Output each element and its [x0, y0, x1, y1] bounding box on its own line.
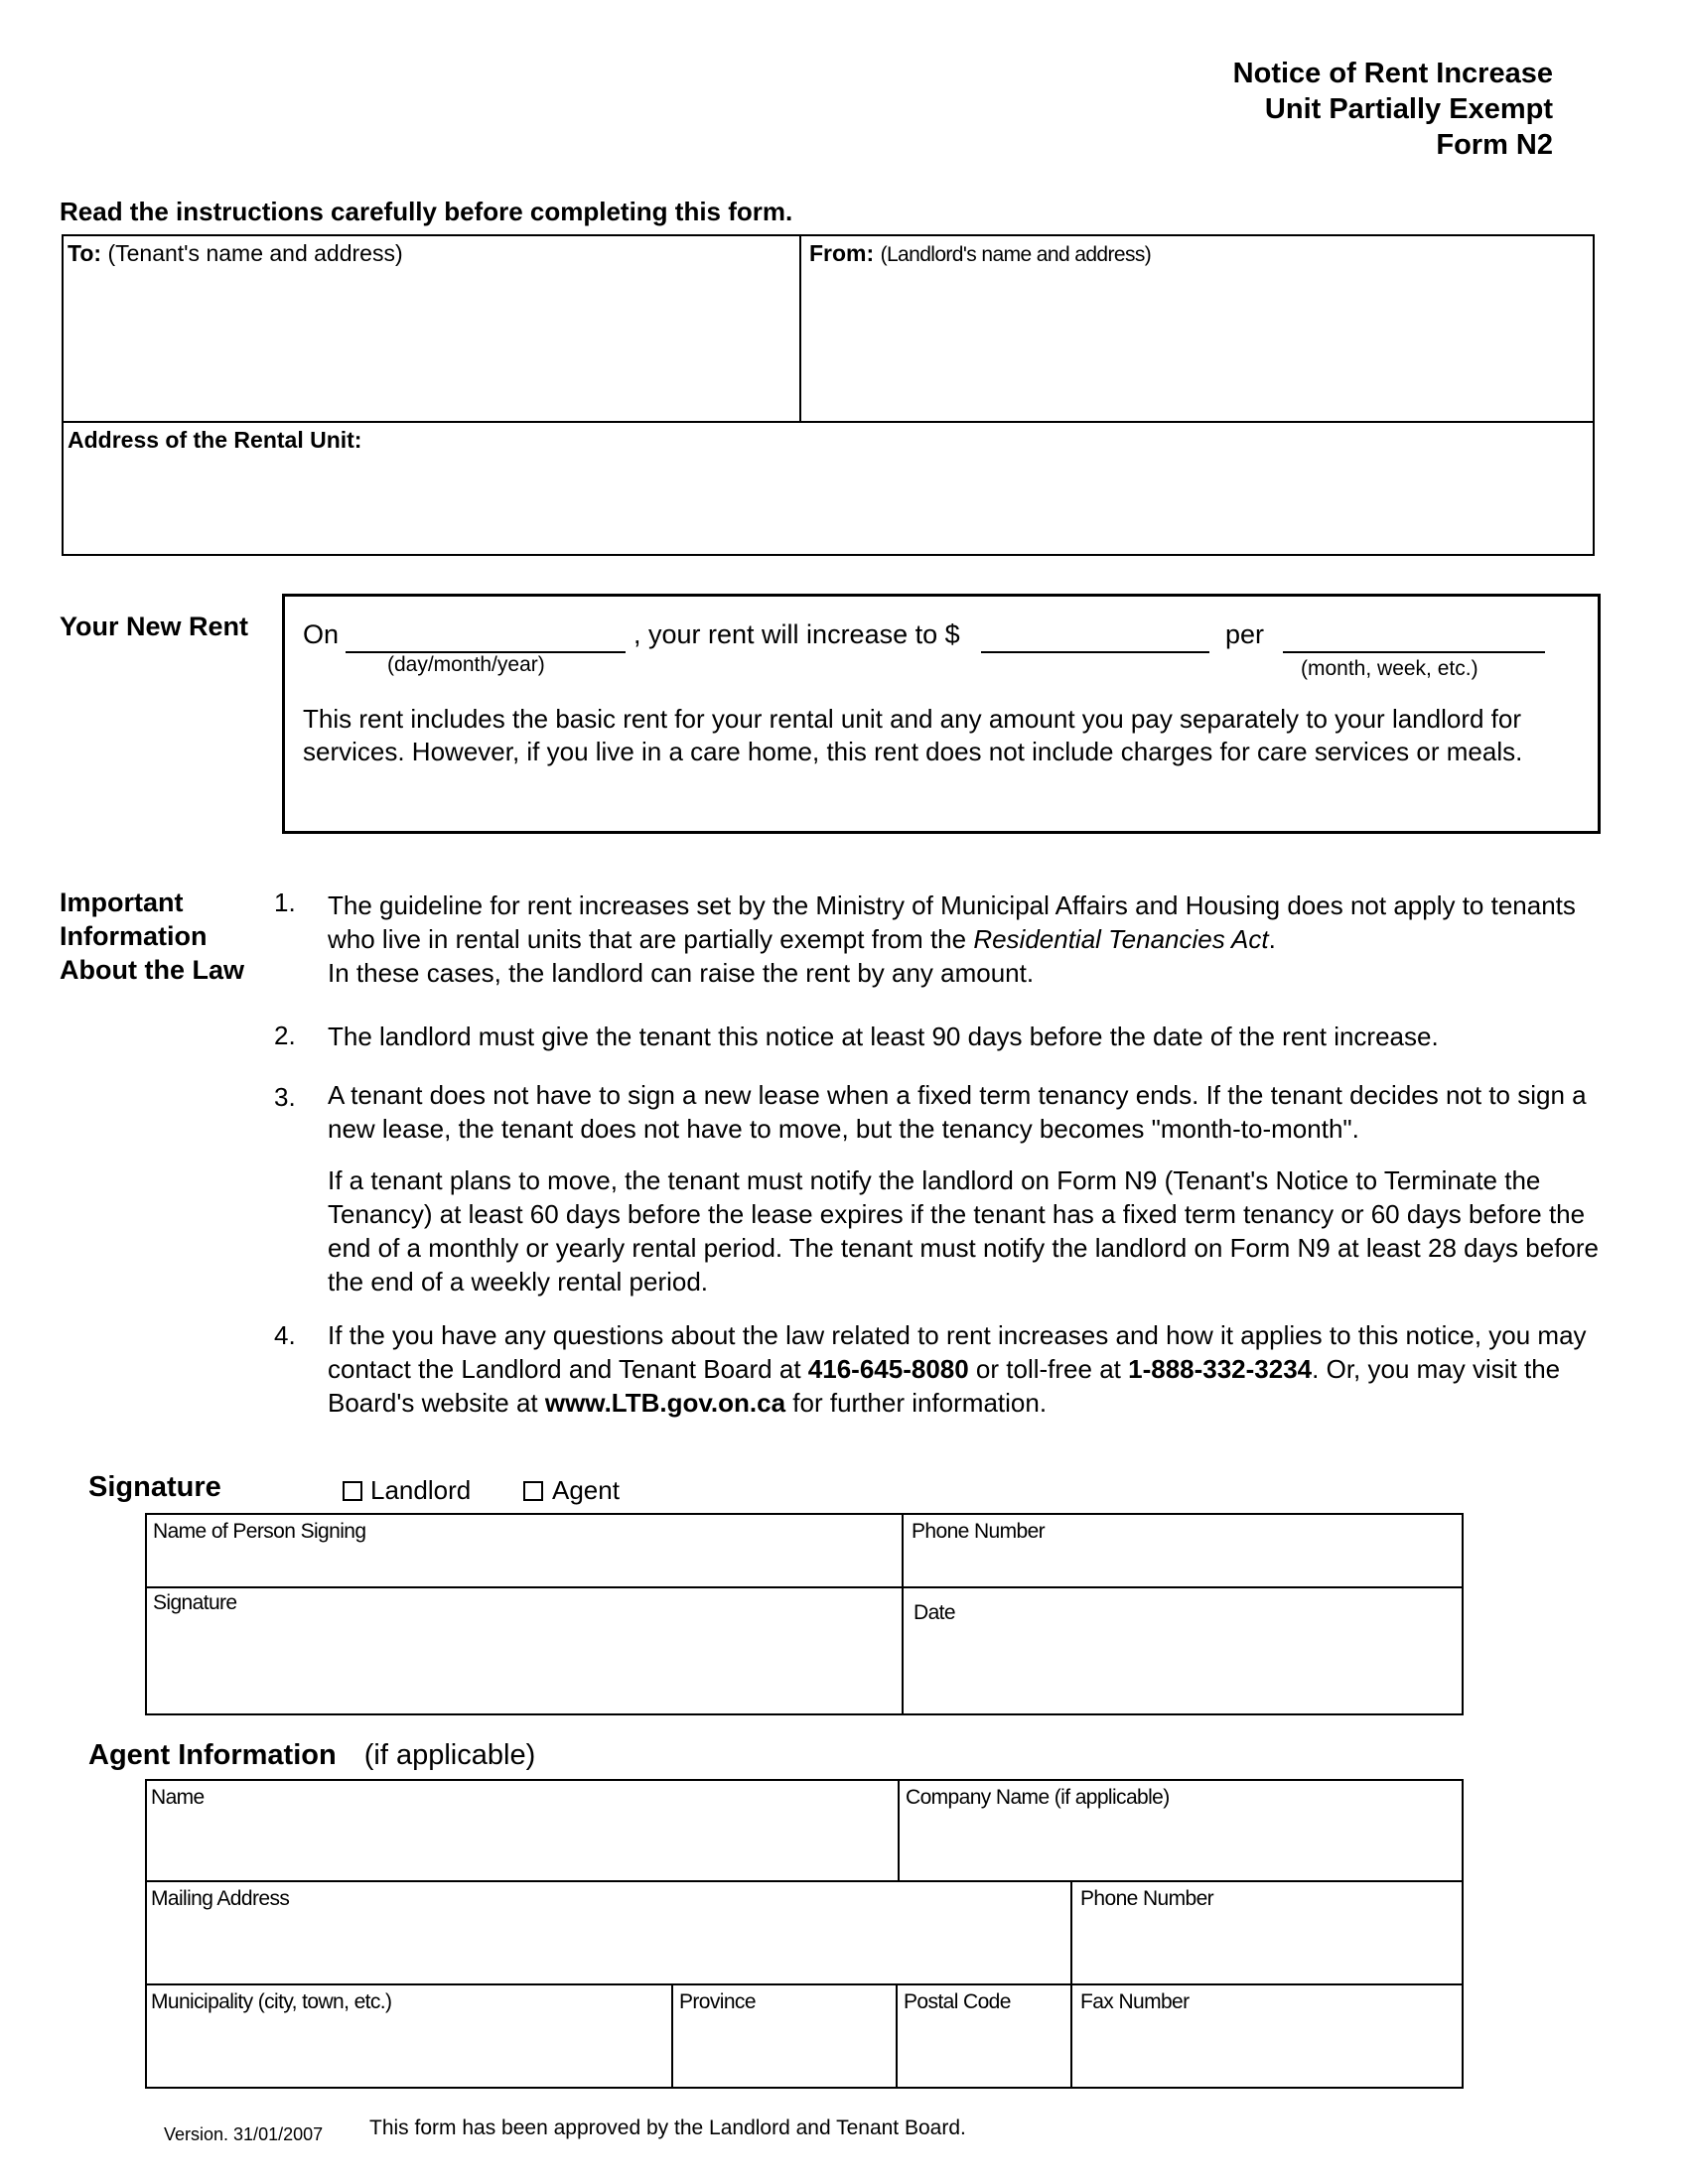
- item-2-text: The landlord must give the tenant this notice at least 90 days before the date of the rent increase.: [328, 1022, 1439, 1051]
- signer-phone-field[interactable]: Phone Number: [912, 1520, 1046, 1543]
- board-toll-free: 1-888-332-3234: [1128, 1354, 1313, 1384]
- rent-period-input[interactable]: [1283, 651, 1545, 653]
- person-signing-field[interactable]: Name of Person Signing: [153, 1520, 366, 1543]
- rent-amount-input[interactable]: [981, 651, 1209, 653]
- agent-info-heading: [88, 1739, 535, 1772]
- parties-divider: [799, 234, 801, 423]
- to-field[interactable]: [68, 240, 403, 266]
- parties-hdivider: [62, 421, 1595, 423]
- agent-province-field[interactable]: Province: [679, 1990, 756, 2013]
- instructions-text: Read the instructions carefully before completing this form.: [60, 197, 793, 226]
- agent-info-heading-text: Agent Information: [88, 1739, 337, 1771]
- agent-name-field[interactable]: Name: [151, 1786, 205, 1809]
- agent-phone-field[interactable]: Phone Number: [1080, 1887, 1214, 1910]
- rental-unit-field[interactable]: [68, 427, 361, 453]
- agent-municipality-field[interactable]: Municipality (city, town, etc.): [151, 1990, 392, 2013]
- agent-hdivider-2: [145, 1983, 1464, 1985]
- agent-box: [145, 1779, 1464, 2089]
- signature-vdivider: [902, 1513, 904, 1715]
- agent-mailing-field[interactable]: Mailing Address: [151, 1887, 290, 1910]
- item-4-number: 4.: [274, 1320, 296, 1350]
- version-label: Version. 31/01/2007: [164, 2124, 324, 2144]
- item-3-number: 3.: [274, 1082, 296, 1112]
- date-field[interactable]: Date: [914, 1601, 955, 1624]
- item-3-text: A tenant does not have to sign a new lease when a fixed term tenancy ends. If the tenant decides not to sign a new lease, the tenant does not have to move, but the tenancy becomes "month-to-month".: [328, 1080, 1587, 1144]
- rental-unit-label: Address of the Rental Unit:: [68, 427, 362, 453]
- agent-company-field[interactable]: Company Name (if applicable): [906, 1786, 1170, 1809]
- agent-info-heading-note: (if applicable): [363, 1739, 536, 1771]
- agent-hdivider-1: [145, 1880, 1464, 1882]
- agent-checkbox[interactable]: [523, 1481, 543, 1501]
- agent-postal-field[interactable]: Postal Code: [904, 1990, 1011, 2013]
- agent-vdivider-3: [671, 1983, 673, 2089]
- rent-date-hint: (day/month/year): [387, 653, 545, 676]
- form-title: [1233, 56, 1553, 163]
- agent-checkbox-label: Agent: [552, 1475, 620, 1505]
- rent-period-hint: (month, week, etc.): [1301, 657, 1478, 680]
- item-1-number: 1.: [274, 887, 296, 917]
- from-label: From:: [809, 240, 875, 266]
- item-1-text-a: The guideline for rent increases set by the Ministry of Municipal Affairs and Housing does not apply to tenants who live in rental units that are partially exempt from the: [328, 890, 1576, 954]
- new-rent-heading: Your New Rent: [60, 612, 249, 641]
- item-4-text: [328, 1318, 1599, 1420]
- important-heading-line1: Important: [60, 887, 184, 917]
- from-hint: (Landlord's name and address): [880, 243, 1152, 266]
- rent-increase-text: , your rent will increase to $: [633, 619, 960, 649]
- form-title-line2: Unit Partially Exempt: [1264, 93, 1553, 125]
- board-phone: 416-645-8080: [807, 1354, 969, 1384]
- signature-field[interactable]: Signature: [153, 1591, 237, 1614]
- landlord-checkbox[interactable]: [343, 1481, 362, 1501]
- from-field[interactable]: [809, 240, 1151, 268]
- landlord-checkbox-label: Landlord: [370, 1475, 472, 1505]
- important-heading-line3: About the Law: [60, 955, 244, 985]
- approval-note: This form has been approved by the Landlord and Tenant Board.: [369, 2116, 966, 2139]
- item-3-text-b: If a tenant plans to move, the tenant must notify the landlord on Form N9 (Tenant's Notice to Terminate the Tenancy) at least 60 days before the lease expires if the tenant has a fixed term tenancy or 60 days before the end of a monthly or yearly rental period. The tenant must notify the landlord on Form N9 at least 28 days before the end of a weekly rental period.: [328, 1165, 1600, 1297]
- important-heading-line2: Information: [60, 921, 208, 951]
- agent-vdivider-4: [896, 1983, 898, 2089]
- agent-vdivider-1: [898, 1779, 900, 1881]
- rent-on-label: On: [303, 619, 340, 649]
- item-4-text-d: for further information.: [785, 1388, 1048, 1418]
- form-title-line1: Notice of Rent Increase: [1232, 58, 1553, 89]
- important-heading: [60, 886, 244, 987]
- to-label: To:: [68, 240, 102, 266]
- item-4-text-a: If the you have any questions about the law related to rent increases and how it applies to this notice, you may contact the Landlord and Tenant Board at: [328, 1320, 1587, 1384]
- item-4-text-c: . Or, you may visit the Board's website at: [328, 1354, 1561, 1418]
- item-1-text-c: In these cases, the landlord can raise the rent by any amount.: [328, 958, 1035, 988]
- agent-vdivider-2: [1070, 1880, 1072, 2089]
- item-2-number: 2.: [274, 1021, 296, 1050]
- agent-fax-field[interactable]: Fax Number: [1080, 1990, 1190, 2013]
- signature-hdivider: [145, 1586, 1464, 1588]
- parties-box: [62, 234, 1595, 556]
- item-4-text-b: or toll-free at: [968, 1354, 1129, 1384]
- form-number: Form N2: [1436, 129, 1553, 161]
- to-hint: (Tenant's name and address): [107, 240, 403, 266]
- rent-per-label: per: [1225, 619, 1265, 649]
- item-1-text-b: .: [1268, 924, 1276, 954]
- board-website-link[interactable]: www.LTB.gov.on.ca: [544, 1388, 786, 1418]
- signature-heading: Signature: [88, 1471, 221, 1503]
- item-1-text: [328, 888, 1599, 990]
- rent-note: This rent includes the basic rent for your rental unit and any amount you pay separately to your landlord for services. However, if you live in a care home, this rent does not include charges for care services or meals.: [303, 704, 1523, 766]
- item-1-act-name: Residential Tenancies Act: [973, 924, 1269, 954]
